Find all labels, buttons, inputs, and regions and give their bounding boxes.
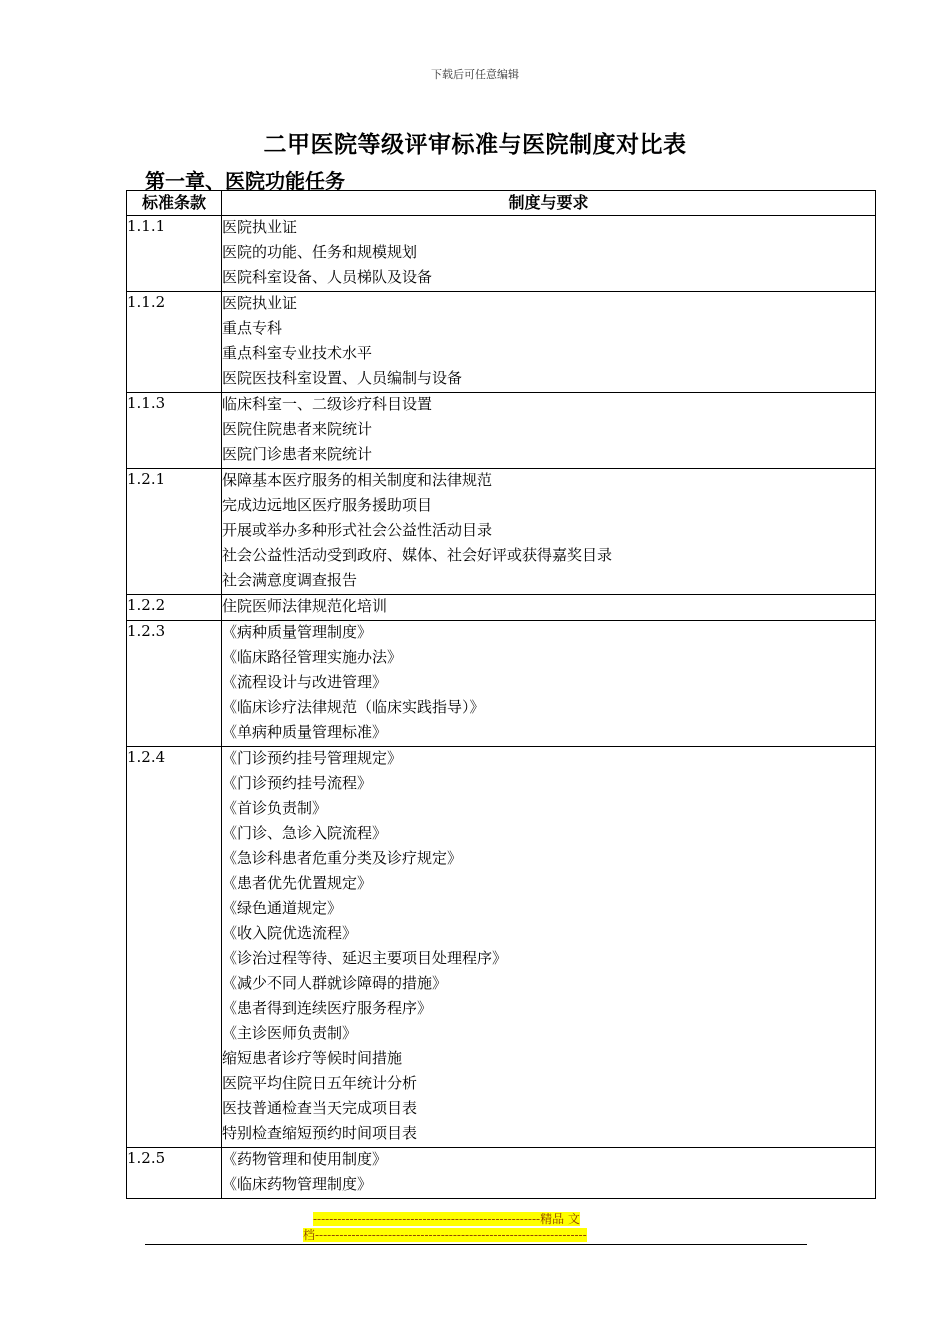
clause-code: 1.1.1: [127, 216, 222, 292]
requirement-item: 《急诊科患者危重分类及诊疗规定》: [222, 849, 463, 867]
requirement-item: 重点科室专业技术水平: [222, 344, 373, 362]
requirement-list: [222, 292, 876, 393]
requirement-item: 开展或举办多种形式社会公益性活动目录: [222, 521, 493, 539]
requirement-item: 医院执业证: [222, 294, 298, 312]
requirement-item: 《病种质量管理制度》: [222, 623, 373, 641]
requirement-item: 《收入院优选流程》: [222, 924, 358, 942]
requirement-item: 《患者得到连续医疗服务程序》: [222, 999, 433, 1017]
requirement-item: 《临床诊疗法律规范（临床实践指导）》: [222, 698, 485, 716]
clause-code: 1.2.3: [127, 621, 222, 747]
requirement-item: 《门诊、急诊入院流程》: [222, 824, 388, 842]
requirement-list: [222, 469, 876, 595]
table-row: [127, 216, 876, 292]
requirement-item: 《患者优先优置规定》: [222, 874, 373, 892]
requirement-item: 医院的功能、任务和规模规划: [222, 243, 418, 261]
requirement-item: 医院科室设备、人员梯队及设备: [222, 268, 433, 286]
requirement-list: [222, 393, 876, 469]
table-row: [127, 621, 876, 747]
requirement-item: 社会满意度调查报告: [222, 571, 358, 589]
requirement-list: [222, 747, 876, 1148]
requirement-item: 重点专科: [222, 319, 283, 337]
requirement-item: 医院执业证: [222, 218, 298, 236]
table-row: [127, 393, 876, 469]
requirement-item: 《首诊负责制》: [222, 799, 328, 817]
requirement-item: 《门诊预约挂号管理规定》: [222, 749, 403, 767]
table-row: [127, 595, 876, 621]
chapter-heading: 第一章、医院功能任务: [145, 169, 345, 193]
requirement-item: 完成边远地区医疗服务援助项目: [222, 496, 433, 514]
header-standard-clause: 标准条款: [127, 191, 222, 216]
requirement-item: 《绿色通道规定》: [222, 899, 343, 917]
footer-divider: [145, 1244, 807, 1245]
requirement-item: 《门诊预约挂号流程》: [222, 774, 373, 792]
requirement-item: 医院平均住院日五年统计分析: [222, 1074, 418, 1092]
clause-code: 1.1.2: [127, 292, 222, 393]
clause-code: 1.2.4: [127, 747, 222, 1148]
table-row: [127, 469, 876, 595]
requirement-item: 医院住院患者来院统计: [222, 420, 373, 438]
footer-line-1: --------------------------------------------------------精品 文: [313, 1212, 580, 1226]
requirement-item: 《减少不同人群就诊障碍的措施》: [222, 974, 448, 992]
requirement-item: 医院门诊患者来院统计: [222, 445, 373, 463]
table-row: [127, 747, 876, 1148]
requirement-item: 社会公益性活动受到政府、媒体、社会好评或获得嘉奖目录: [222, 546, 613, 564]
clause-code: 1.2.1: [127, 469, 222, 595]
requirement-item: 《单病种质量管理标准》: [222, 723, 388, 741]
requirement-list: [222, 1148, 876, 1199]
clause-code: 1.2.2: [127, 595, 222, 621]
requirement-item: 《临床药物管理制度》: [222, 1175, 373, 1193]
requirement-item: 医院医技科室设置、人员编制与设备: [222, 369, 463, 387]
requirement-item: 《药物管理和使用制度》: [222, 1150, 388, 1168]
table-row: [127, 1148, 876, 1199]
requirement-item: 《诊治过程等待、延迟主要项目处理程序》: [222, 949, 508, 967]
requirement-item: 住院医师法律规范化培训: [222, 597, 388, 615]
requirement-item: 《主诊医师负责制》: [222, 1024, 358, 1042]
comparison-table: [126, 190, 876, 1199]
requirement-item: 《流程设计与改进管理》: [222, 673, 388, 691]
requirement-item: 医技普通检查当天完成项目表: [222, 1099, 418, 1117]
clause-code: 1.1.3: [127, 393, 222, 469]
footer-line-2: 档-------------------------------------------------------------------: [303, 1228, 587, 1242]
requirement-item: 特别检查缩短预约时间项目表: [222, 1124, 418, 1142]
footer-watermark: [303, 1211, 648, 1243]
table-header-row: [127, 191, 876, 216]
clause-code: 1.2.5: [127, 1148, 222, 1199]
requirement-item: 《临床路径管理实施办法》: [222, 648, 403, 666]
table-row: [127, 292, 876, 393]
requirement-list: [222, 216, 876, 292]
requirement-item: 临床科室一、二级诊疗科目设置: [222, 395, 433, 413]
requirement-item: 保障基本医疗服务的相关制度和法律规范: [222, 471, 493, 489]
requirement-item: 缩短患者诊疗等候时间措施: [222, 1049, 403, 1067]
requirement-list: [222, 595, 876, 621]
header-note: 下载后可任意编辑: [431, 68, 519, 81]
requirement-list: [222, 621, 876, 747]
header-system-requirements: 制度与要求: [222, 191, 876, 216]
document-title: 二甲医院等级评审标准与医院制度对比表: [263, 131, 687, 158]
